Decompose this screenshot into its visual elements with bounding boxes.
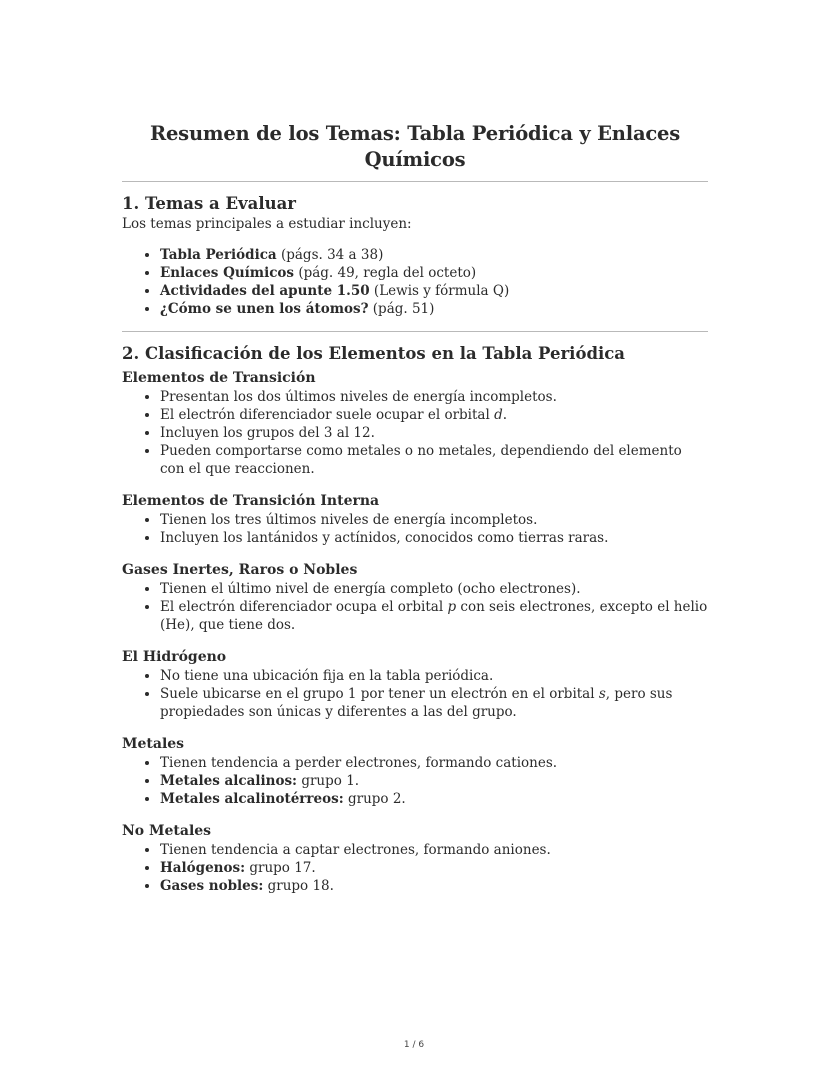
list-item: • Gases nobles: grupo 18. [160, 877, 708, 895]
gases-list [122, 580, 708, 634]
hidrogeno-heading: El Hidrógeno [122, 649, 227, 665]
metales-section [122, 735, 708, 808]
transicion-list [122, 388, 708, 478]
list-item: • No tiene una ubicación fija en la tabla periódica. [160, 667, 708, 685]
hidrogeno-section [122, 648, 708, 721]
gases-section [122, 561, 708, 634]
section2-heading: 2. Clasificación de los Elementos en la Tabla Periódica [122, 344, 626, 363]
transicion-interna-heading: Elementos de Transición Interna [122, 493, 380, 509]
topics-list [122, 246, 708, 318]
list-item: • Tienen el último nivel de energía completo (ocho electrones). [160, 580, 708, 598]
hidrogeno-list [122, 667, 708, 721]
topic-item: • ¿Cómo se unen los átomos? (pág. 51) [160, 300, 708, 318]
list-item: • Tienen tendencia a perder electrones, formando cationes. [160, 754, 708, 772]
topic-item: • Actividades del apunte 1.50 (Lewis y fórmula Q) [160, 282, 708, 300]
title-divider [122, 181, 708, 182]
transicion-heading: Elementos de Transición [122, 370, 316, 386]
transicion-interna-section [122, 492, 708, 547]
page-title: Resumen de los Temas: Tabla Periódica y Enlaces Químicos [149, 122, 681, 171]
list-item: • El electrón diferenciador ocupa el orbital p con seis electrones, excepto el helio (He), que tiene dos. [160, 598, 708, 634]
section-divider [122, 331, 708, 332]
document-content [122, 121, 708, 895]
list-item: • Tienen tendencia a captar electrones, formando aniones. [160, 841, 708, 859]
topic-item: • Enlaces Químicos (pág. 49, regla del octeto) [160, 264, 708, 282]
list-item: • El electrón diferenciador suele ocupar el orbital d. [160, 406, 708, 424]
topic-item: • Tabla Periódica (págs. 34 a 38) [160, 246, 708, 264]
transicion-section [122, 369, 708, 478]
list-item: • Pueden comportarse como metales o no metales, dependiendo del elemento con el que reaccionen. [160, 442, 708, 478]
metales-heading: Metales [122, 736, 185, 752]
page-number: 1 / 6 [403, 1040, 425, 1050]
metales-list [122, 754, 708, 808]
no-metales-heading: No Metales [122, 823, 212, 839]
list-item: • Incluyen los lantánidos y actínidos, conocidos como tierras raras. [160, 529, 708, 547]
list-item: • Incluyen los grupos del 3 al 12. [160, 424, 708, 442]
list-item: • Metales alcalinotérreos: grupo 2. [160, 790, 708, 808]
no-metales-list [122, 841, 708, 895]
section1-heading: 1. Temas a Evaluar [122, 194, 296, 213]
section1-intro: Los temas principales a estudiar incluyen: [122, 216, 412, 232]
list-item: • Presentan los dos últimos niveles de energía incompletos. [160, 388, 708, 406]
transicion-interna-list [122, 511, 708, 547]
gases-heading: Gases Inertes, Raros o Nobles [122, 562, 358, 578]
list-item: • Metales alcalinos: grupo 1. [160, 772, 708, 790]
list-item: • Tienen los tres últimos niveles de energía incompletos. [160, 511, 708, 529]
list-item: • Suele ubicarse en el grupo 1 por tener un electrón en el orbital s, pero sus propiedades son únicas y diferentes a las del grupo. [160, 685, 708, 721]
list-item: • Halógenos: grupo 17. [160, 859, 708, 877]
no-metales-section [122, 822, 708, 895]
